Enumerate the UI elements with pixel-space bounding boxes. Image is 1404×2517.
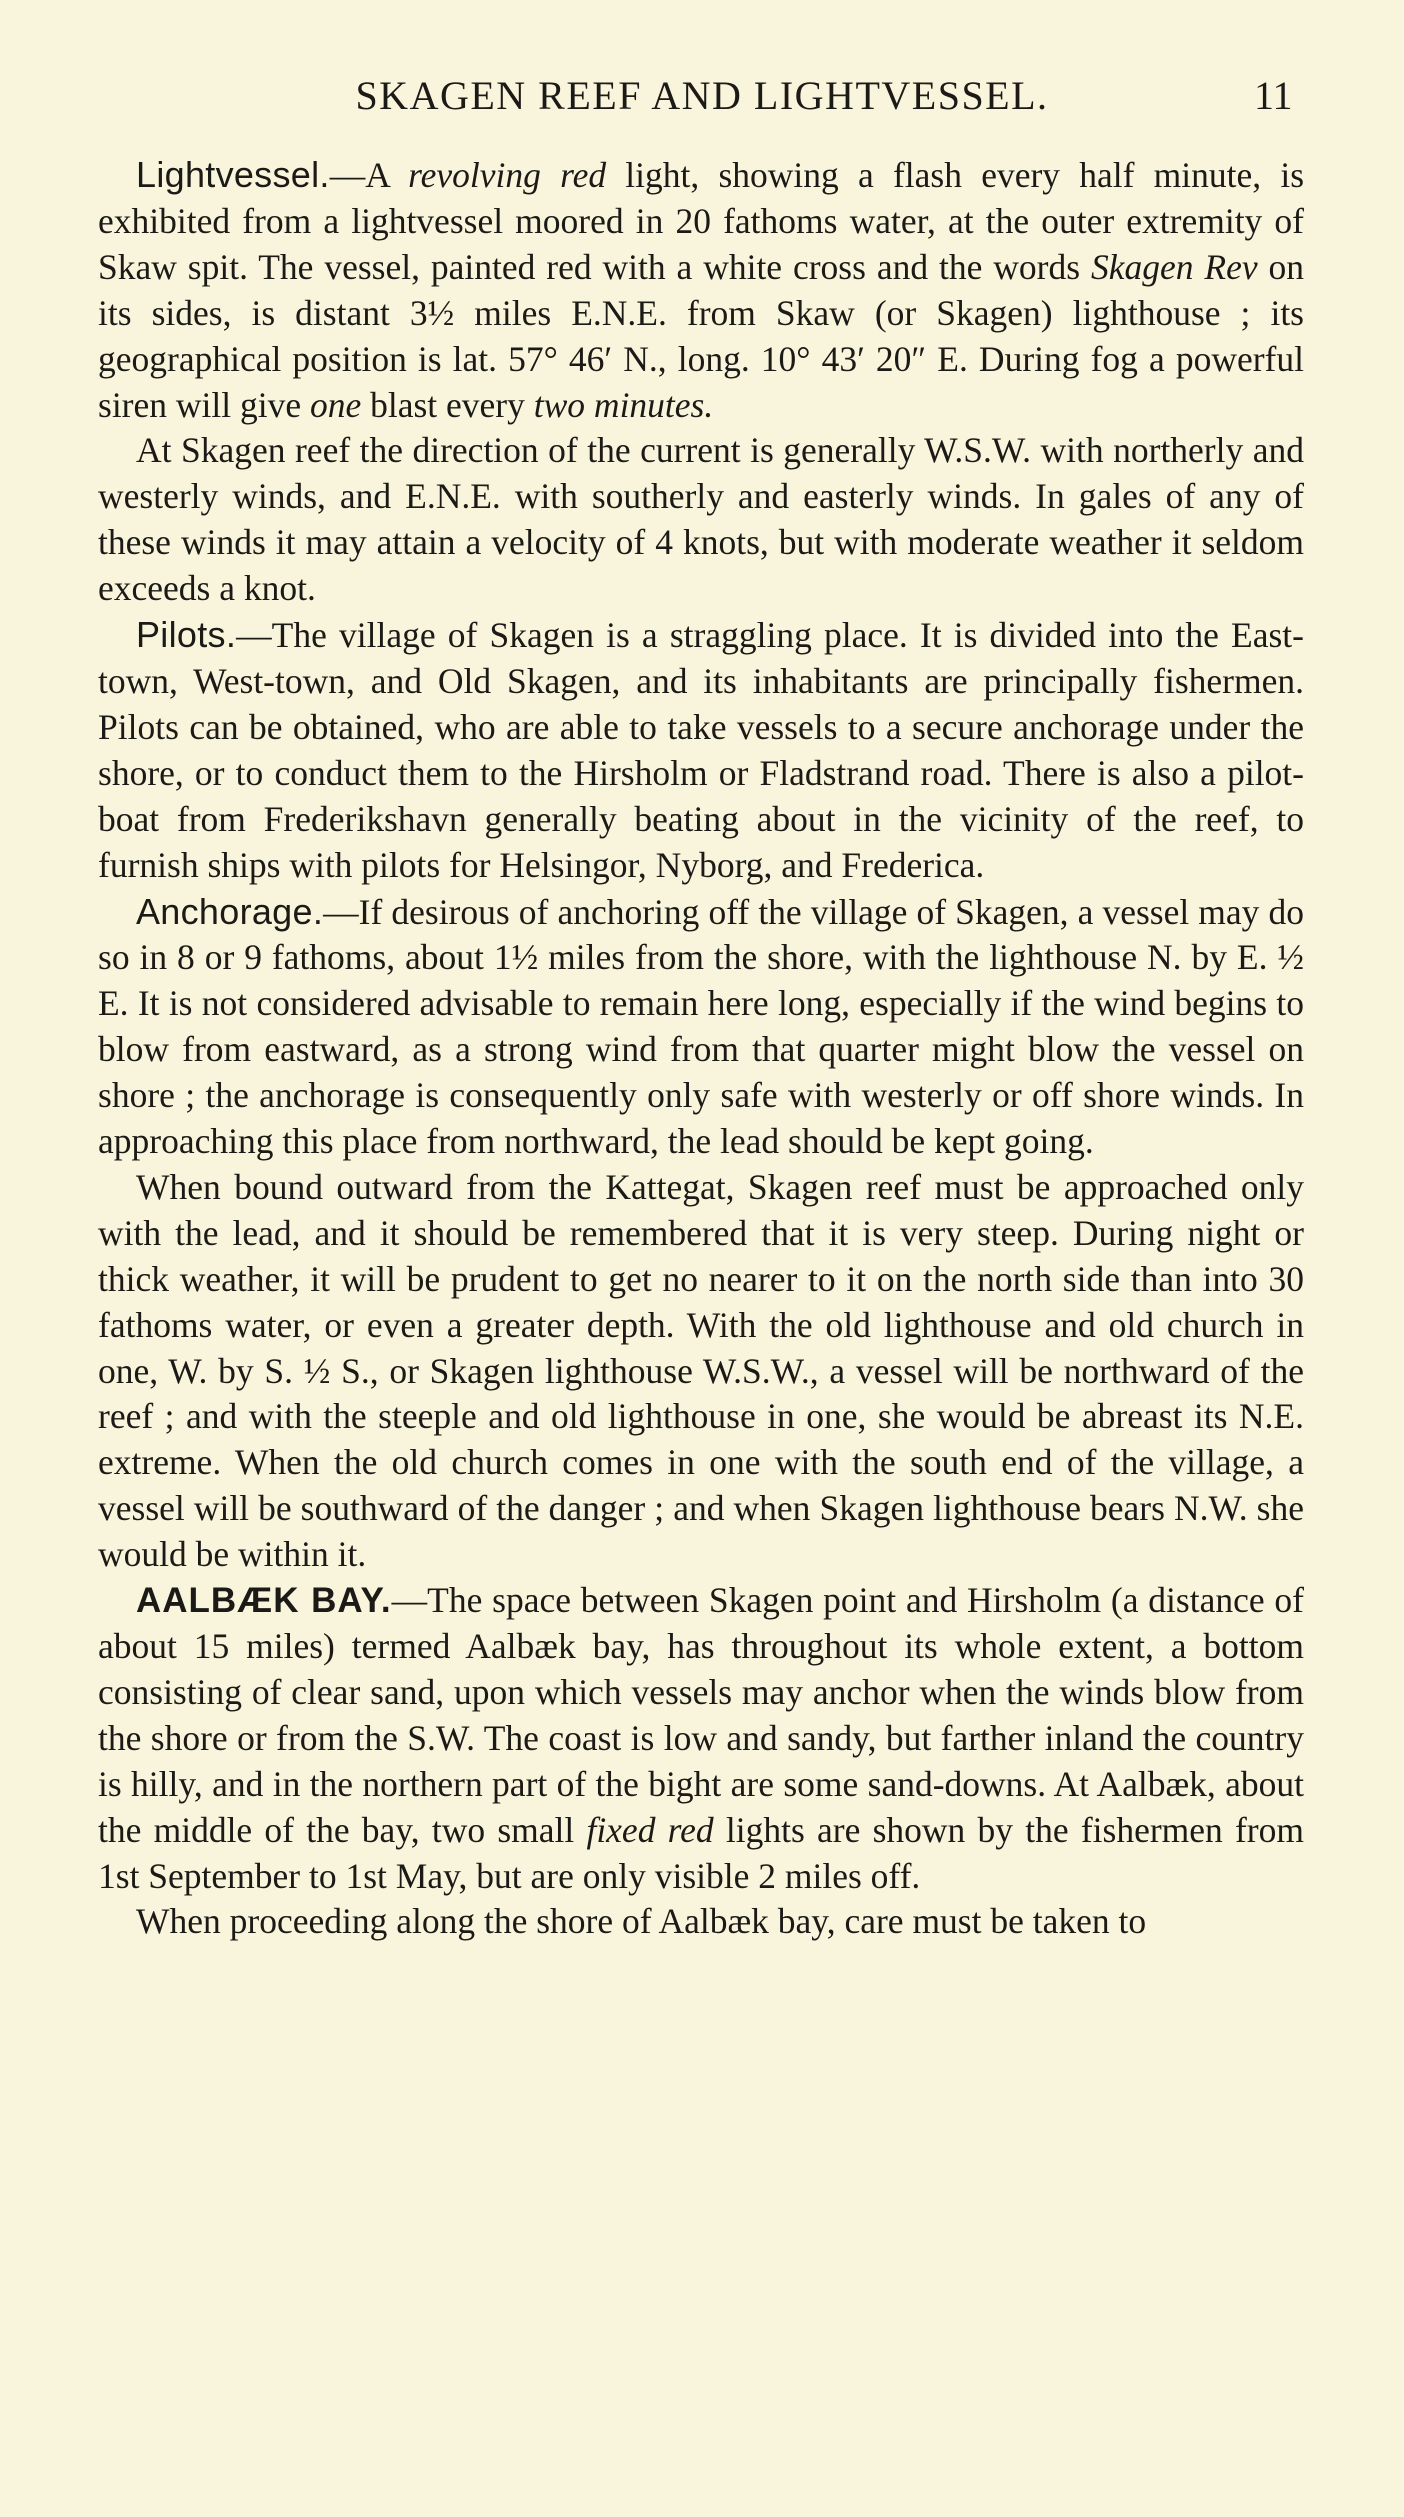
paragraph [98,152,1304,428]
paragraph [98,1899,1304,1945]
text-run: blast every [361,384,534,425]
paragraph [98,1165,1304,1578]
italic-text: revolving red [408,155,607,195]
paragraph [98,428,1304,612]
italic-text: Skagen Rev [1090,246,1258,287]
text-run: lights are shown by the fishermen from 1st September to 1st May, but are only visible 2 miles off. [98,1809,1304,1896]
section-heading: Lightvessel. [136,154,330,195]
text-run: At Skagen reef the direction of the current is generally W.S.W. with northerly and westerly winds, and E.N.E. with southerly and easterly winds. In gales of any of these winds it may attain a velocity of 4 knots, but with moderate weather it seldom exceeds a knot. [98,430,1304,609]
text-run: —The space between Skagen point and Hirsholm (a distance of about 15 miles) termed Aalbæk bay, has throughout its whole extent, a bottom consisting of clear sand, upon which vessels may anchor when the winds blow from the shore or from the S.W. The coast is low and sandy, but farther inland the country is hilly, and in the northern part of the bight are some sand-downs. At Aalbæk, about the middle of the bay, two small [98,1580,1304,1850]
section-heading: Pilots. [136,614,237,656]
text-run: When proceeding along the shore of Aalbæk bay, care must be taken to [136,1901,1147,1942]
text-run: light, showing a flash every half minute, is exhibited from a lightvessel moored in 20 fathoms water, at the outer extremity of Skaw spit. The vessel, painted red with a white cross and the words [98,155,1305,287]
page-number: 11 [1254,73,1293,118]
body-text [98,152,1304,1945]
text-run: —If desirous of anchoring off the village of Skagen, a vessel may do so in 8 or 9 fathoms, about 1½ miles from the shore, with the lighthouse N. by E. ½ E. It is not considered advisable to remain here long, especially if the wind begins to blow from eastward, as a strong wind from that quarter might blow the vessel on shore ; the anchorage is consequently only safe with westerly or off shore winds. In approaching this place from northward, the lead should be kept going. [98,891,1304,1162]
running-title: SKAGEN REEF AND LIGHTVESSEL. [355,73,1049,118]
page-header [0,72,1404,132]
text-run: on its sides, is distant 3½ miles E.N.E. from Skaw (or Skagen) lighthouse ; its geographical position is lat. 57° 46′ N., long. 10° 43′ 20″ E. During fog a powerful siren will give [98,246,1305,425]
section-heading: Anchorage. [136,890,324,932]
italic-text: one [309,384,362,425]
text-run: —The village of Skagen is a straggling place. It is divided into the East-town, West-town, and Old Skagen, and its inhabitants are principally fishermen. Pilots can be obtained, who are able to take vessels to a secure anchorage under the shore, or to conduct them to the Hirsholm or Fladstrand road. There is also a pilot-boat from Frederikshavn generally beating about in the vicinity of the reef, to furnish ships with pilots for Helsingor, Nyborg, and Frederica. [98,615,1304,885]
paragraph [98,612,1304,888]
section-heading: AALBÆK BAY. [136,1581,392,1621]
italic-text: two minutes. [533,384,714,425]
italic-text: fixed red [586,1809,714,1850]
text-run: When bound outward from the Kattegat, Skagen reef must be approached only with the lead, and it should be remembered that it is very steep. During night or thick weather, it will be prudent to get no nearer to it on the north side than into 30 fathoms water, or even a greater depth. With the old lighthouse and old church in one, W. by S. ½ S., or Skagen lighthouse W.S.W., a vessel will be northward of the reef ; and with the steeple and old lighthouse in one, she would be abreast its N.E. extreme. When the old church comes in one with the south end of the village, a vessel will be southward of the danger ; and when Skagen lighthouse bears N.W. she would be within it. [98,1166,1304,1575]
paragraph [98,889,1304,1165]
paragraph [98,1578,1304,1899]
text-run: —A [329,155,409,195]
